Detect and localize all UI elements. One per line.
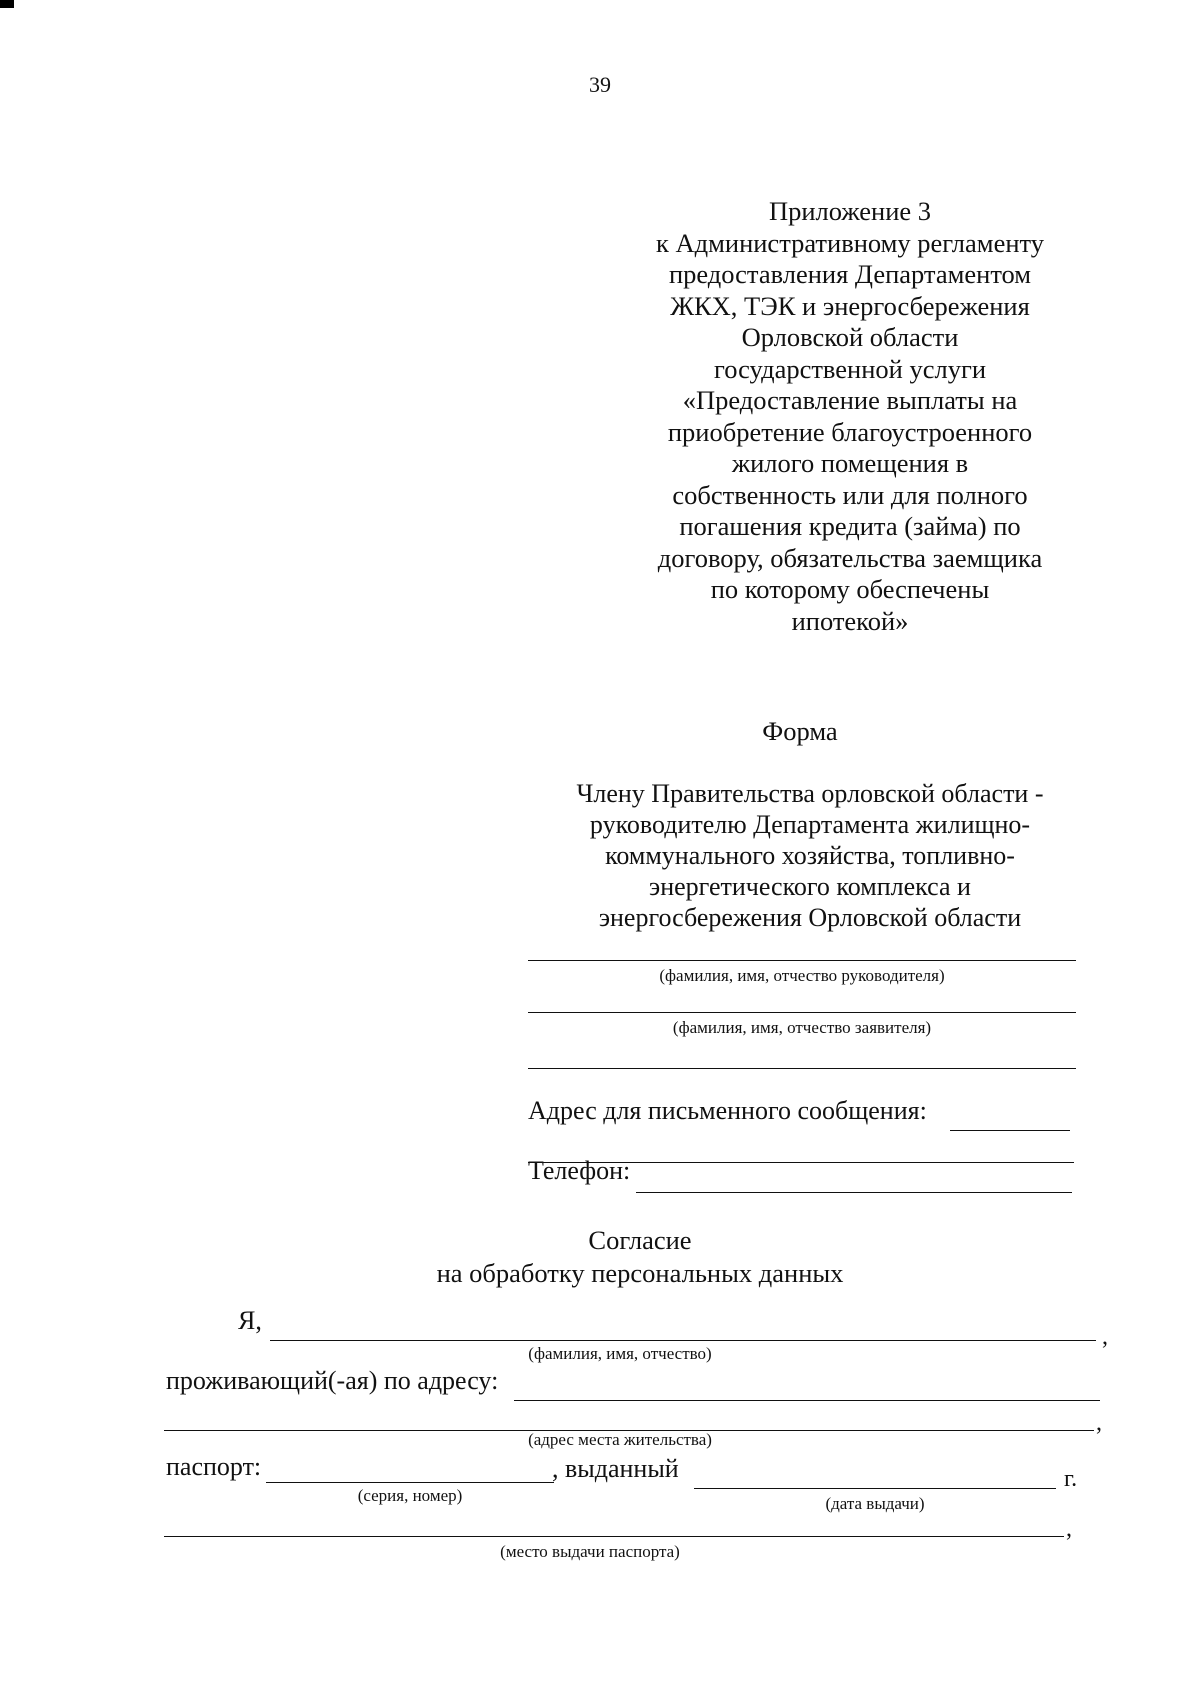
consent-title-block — [400, 1224, 880, 1290]
appendix-line: жилого помещения в — [731, 448, 969, 478]
addressee-line: руководителю Департамента жилищно- — [589, 810, 1031, 839]
appendix-line: «Предоставление выплаты на — [682, 385, 1018, 415]
passport-label: паспорт: — [166, 1452, 262, 1481]
applicant-name-line[interactable] — [528, 1012, 1076, 1013]
caption-applicant-name: (фамилия, имя, отчество заявителя) — [672, 1018, 932, 1037]
residing-label: проживающий(-ая) по адресу: — [166, 1366, 499, 1395]
appendix-line: договору, обязательства заемщика — [657, 542, 1043, 573]
applicant-extra-line[interactable] — [528, 1068, 1076, 1069]
appendix-line: Приложение 3 — [768, 196, 932, 226]
fio-line[interactable] — [270, 1340, 1096, 1341]
appendix-line: Орловской области — [741, 322, 959, 352]
caption-head-name: (фамилия, имя, отчество руководителя) — [659, 966, 945, 985]
address-label: Адрес для письменного сообщения: — [528, 1096, 927, 1125]
appendix-line: ипотекой» — [791, 605, 909, 636]
appendix-line: погашения кредита (займа) по — [679, 511, 1021, 541]
appendix-line: собственность или для полного — [672, 479, 1028, 510]
scan-corner-mark — [0, 0, 14, 8]
appendix-block — [600, 196, 1100, 637]
addressee-line: Члену Правительства орловской области - — [576, 779, 1044, 808]
caption-series: (серия, номер) — [357, 1486, 463, 1505]
i-label: Я, — [238, 1306, 262, 1335]
year-mark: г. — [1064, 1466, 1078, 1492]
address-line-1[interactable] — [950, 1130, 1070, 1131]
appendix-line: по которому обеспечены — [710, 574, 990, 604]
head-name-line[interactable] — [528, 960, 1076, 961]
caption-date: (дата выдачи) — [825, 1494, 925, 1513]
appendix-line: предоставления Департаментом — [668, 259, 1032, 289]
addressee-line: коммунального хозяйства, топливно- — [605, 841, 1015, 870]
form-title: Форма — [762, 716, 838, 746]
phone-label: Телефон: — [528, 1156, 631, 1185]
passport-series-line[interactable] — [266, 1482, 554, 1483]
fio-comma: , — [1102, 1324, 1108, 1350]
phone-line[interactable] — [636, 1192, 1072, 1193]
residence-comma: , — [1096, 1410, 1102, 1436]
consent-title: Согласие — [588, 1225, 692, 1255]
addressee-line: энергетического комплекса и — [649, 872, 971, 901]
page-number: 39 — [589, 72, 611, 97]
caption-address: (адрес места жительства) — [528, 1430, 712, 1449]
issued-label: , выданный — [552, 1454, 679, 1483]
issue-place-line[interactable] — [164, 1536, 1064, 1537]
residence-line-1[interactable] — [514, 1400, 1100, 1401]
caption-place: (место выдачи паспорта) — [500, 1542, 680, 1561]
caption-fio: (фамилия, имя, отчество) — [528, 1344, 712, 1363]
consent-subtitle: на обработку персональных данных — [436, 1258, 844, 1288]
issue-date-line[interactable] — [694, 1488, 1056, 1489]
appendix-line: к Административному регламенту — [656, 227, 1044, 258]
appendix-line: приобретение благоустроенного — [667, 416, 1033, 447]
addressee-block — [530, 778, 1090, 933]
appendix-line: государственной услуги — [713, 353, 987, 384]
addressee-line: энергосбережения Орловской области — [598, 903, 1022, 932]
issue-place-comma: , — [1066, 1516, 1072, 1542]
appendix-line: ЖКХ, ТЭК и энергосбережения — [670, 290, 1030, 321]
